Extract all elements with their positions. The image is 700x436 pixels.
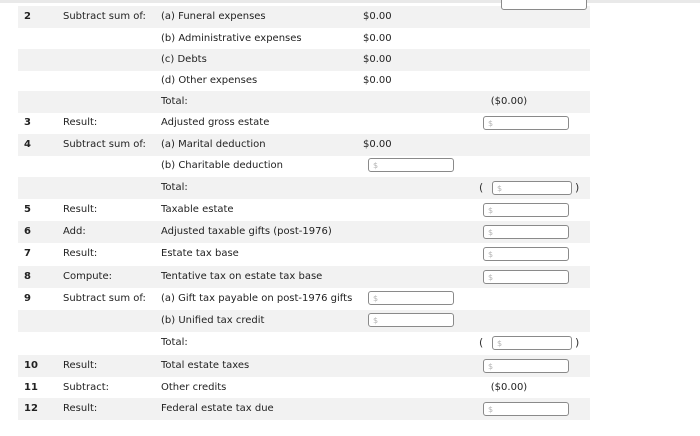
line-number: 5 [24,204,31,215]
adjusted-gross-estate-input[interactable]: $ [483,116,569,130]
table-row [18,155,590,177]
item-label: Adjusted gross estate [161,117,270,128]
federal-estate-tax-due-input[interactable]: $ [483,402,569,416]
item-label: (a) Marital deduction [161,139,266,150]
line-number: 10 [24,360,38,371]
operation-label: Subtract: [63,382,109,393]
table-row [18,266,590,288]
item-label: Taxable estate [161,204,234,215]
total-estate-taxes-input[interactable]: $ [483,359,569,373]
item-label: Total estate taxes [161,360,250,371]
line-number: 4 [24,139,31,150]
open-paren: ( [479,336,484,349]
item-label: (d) Other expenses [161,75,258,86]
item-label: (b) Unified tax credit [161,315,265,326]
item-label: (b) Administrative expenses [161,33,302,44]
line-number: 11 [24,382,38,393]
item-label: (a) Funeral expenses [161,11,266,22]
amount-value: $0.00 [363,33,392,44]
tentative-tax-input[interactable]: $ [483,270,569,284]
item-label: Other credits [161,382,227,393]
table-row [18,332,590,354]
previous-result-input[interactable] [501,0,587,10]
table-row [18,398,590,420]
deductions-total-input[interactable]: $ [492,181,572,195]
scroll-edge [0,0,700,3]
table-row [18,310,590,332]
credits-total-input[interactable]: $ [492,336,572,350]
total-value: ($0.00) [490,96,528,107]
line-number: 6 [24,226,31,237]
amount-value: $0.00 [363,75,392,86]
table-row [18,49,590,71]
charitable-deduction-input[interactable]: $ [368,158,454,172]
taxable-estate-input[interactable]: $ [483,203,569,217]
line-number: 7 [24,248,31,259]
table-row [18,6,590,28]
line-number: 9 [24,293,31,304]
item-label: Tentative tax on estate tax base [161,271,323,282]
operation-label: Result: [63,204,98,215]
item-label: Total: [161,96,188,107]
item-label: Adjusted taxable gifts (post-1976) [161,226,332,237]
amount-value: $0.00 [363,11,392,22]
operation-label: Compute: [63,271,112,282]
item-label: Total: [161,337,188,348]
table-row [18,355,590,377]
table-row [18,112,590,134]
operation-label: Subtract sum of: [63,293,146,304]
amount-value: $0.00 [363,54,392,65]
operation-label: Result: [63,403,98,414]
table-row [18,288,590,310]
item-label: (b) Charitable deduction [161,160,284,171]
operation-label: Add: [63,226,86,237]
line-number: 12 [24,403,38,414]
unified-tax-credit-input[interactable]: $ [368,313,454,327]
operation-label: Result: [63,248,98,259]
line-number: 3 [24,117,31,128]
line-number: 8 [24,271,31,282]
item-label: Estate tax base [161,248,239,259]
operation-label: Result: [63,360,98,371]
estate-tax-base-input[interactable]: $ [483,247,569,261]
table-row [18,377,590,399]
table-row [18,91,590,113]
item-label: Federal estate tax due [161,403,274,414]
table-row [18,221,590,243]
item-label: (a) Gift tax payable on post-1976 gifts [161,293,353,304]
table-row [18,199,590,221]
operation-label: Result: [63,117,98,128]
table-row [18,177,590,199]
table-row [18,134,590,156]
adjusted-taxable-gifts-input[interactable]: $ [483,225,569,239]
operation-label: Subtract sum of: [63,11,146,22]
close-paren: ) [575,181,580,194]
table-row [18,28,590,50]
other-credits-value: ($0.00) [490,382,528,393]
item-label: (c) Debts [161,54,207,65]
close-paren: ) [575,336,580,349]
table-row [18,243,590,265]
table-row [18,70,590,92]
item-label: Total: [161,182,188,193]
line-number: 2 [24,11,31,22]
amount-value: $0.00 [363,139,392,150]
operation-label: Subtract sum of: [63,139,146,150]
gift-tax-payable-input[interactable]: $ [368,291,454,305]
open-paren: ( [479,181,484,194]
